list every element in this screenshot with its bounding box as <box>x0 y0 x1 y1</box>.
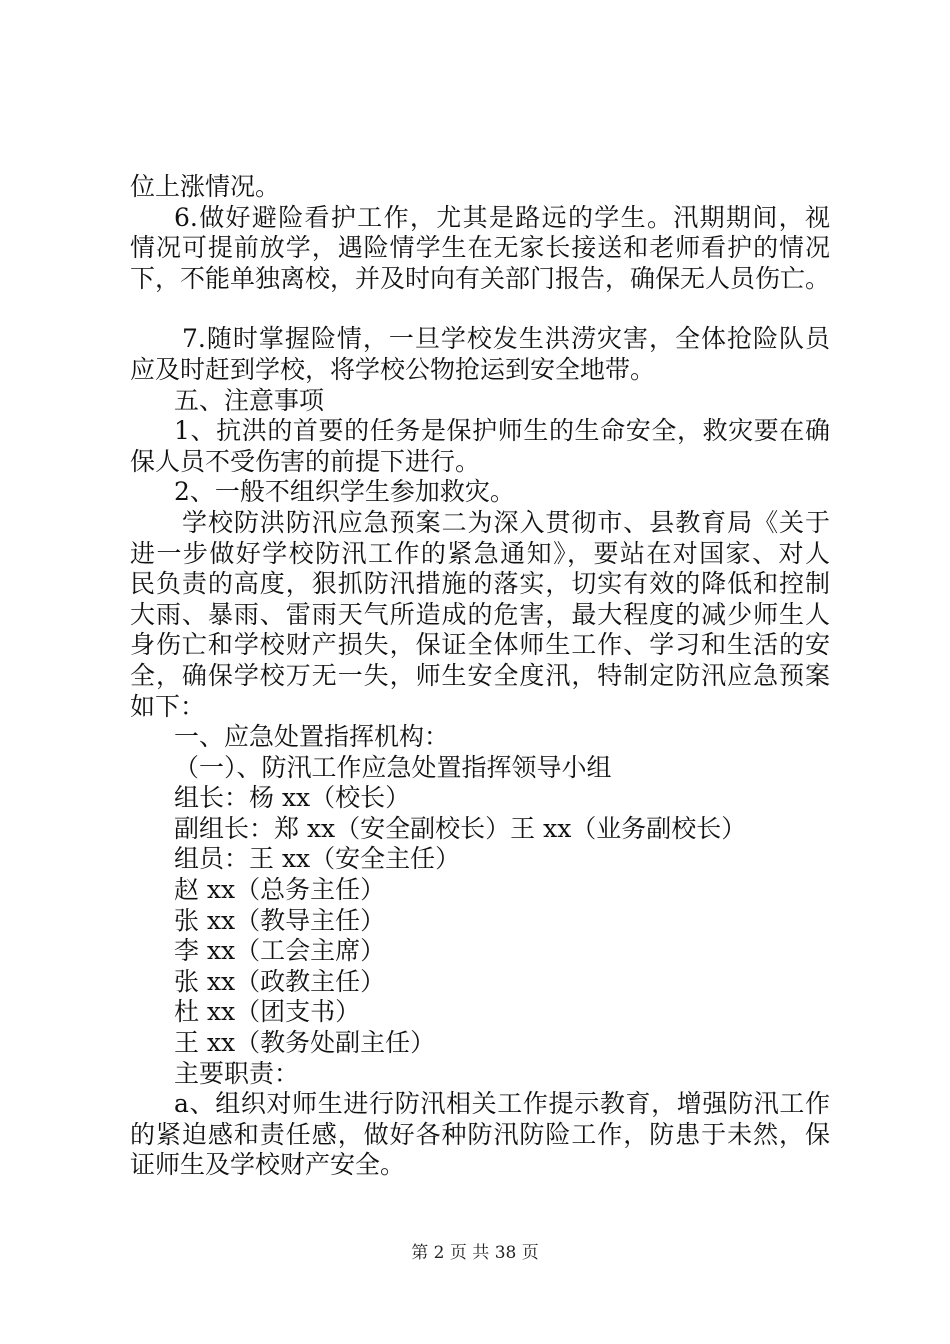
page-number-footer: 第 2 页 共 38 页 <box>411 1243 539 1263</box>
text-line: 6.做好避险看护工作，尤其是路远的学生。汛期期间，视 <box>174 202 830 232</box>
text-line: 保人员不受伤害的前提下进行。 <box>130 446 481 476</box>
text-line: 学校防洪防汛应急预案二为深入贯彻市、县教育局《关于 <box>182 507 830 537</box>
text-line: 张 xx（政教主任） <box>174 966 386 996</box>
text-line: 王 xx（教务处副主任） <box>174 1028 436 1058</box>
text-line: 2、一般不组织学生参加救灾。 <box>174 477 515 507</box>
paragraph-gap <box>130 294 830 324</box>
text-line: 应及时赶到学校，将学校公物抢运到安全地带。 <box>130 354 656 384</box>
section-heading: 一、应急处置指挥机构： <box>174 722 450 752</box>
text-line: 1、抗洪的首要的任务是保护师生的生命安全，救灾要在确 <box>174 416 830 446</box>
text-line: 的紧迫感和责任感，做好各种防汛防险工作，防患于未然，保 <box>130 1119 830 1149</box>
subsection-heading: （一）、防汛工作应急处置指挥领导小组 <box>174 752 612 782</box>
text-line: 李 xx（工会主席） <box>174 936 386 966</box>
text-line: 进一步做好学校防汛工作的紧急通知》，要站在对国家、对人 <box>130 538 830 568</box>
text-line: 全，确保学校万无一失，师生安全度汛，特制定防汛应急预案 <box>130 660 830 690</box>
text-line: 下，不能单独离校，并及时向有关部门报告，确保无人员伤亡。 <box>130 263 831 293</box>
document-body <box>130 172 830 1181</box>
text-line: 位上涨情况。 <box>130 172 281 201</box>
text-line: 如下： <box>130 691 206 721</box>
section-heading: 五、注意事项 <box>174 385 325 415</box>
text-line: 组员：王 xx（安全主任） <box>174 844 461 874</box>
text-line: 身伤亡和学校财产损失，保证全体师生工作、学习和生活的安 <box>130 630 830 660</box>
text-line: 副组长：郑 xx（安全副校长）王 xx（业务副校长） <box>174 813 747 843</box>
text-line: 情况可提前放学，遇险情学生在无家长接送和老师看护的情况 <box>130 233 830 263</box>
text-line: 杜 xx（团支书） <box>174 997 361 1027</box>
text-line: 民负责的高度，狠抓防汛措施的落实，切实有效的降低和控制 <box>130 569 830 599</box>
text-line: 证师生及学校财产安全。 <box>130 1150 406 1180</box>
text-line: 7.随时掌握险情，一旦学校发生洪涝灾害，全体抢险队员 <box>182 324 830 354</box>
text-line: 张 xx（教导主任） <box>174 905 386 935</box>
text-line: 主要职责： <box>174 1058 300 1088</box>
text-line: 组长：杨 xx（校长） <box>174 783 411 813</box>
text-line: 大雨、暴雨、雷雨天气所造成的危害，最大程度的减少师生人 <box>130 599 830 629</box>
text-line: a、组织对师生进行防汛相关工作提示教育，增强防汛工作 <box>174 1089 830 1119</box>
text-line: 赵 xx（总务主任） <box>174 875 386 905</box>
